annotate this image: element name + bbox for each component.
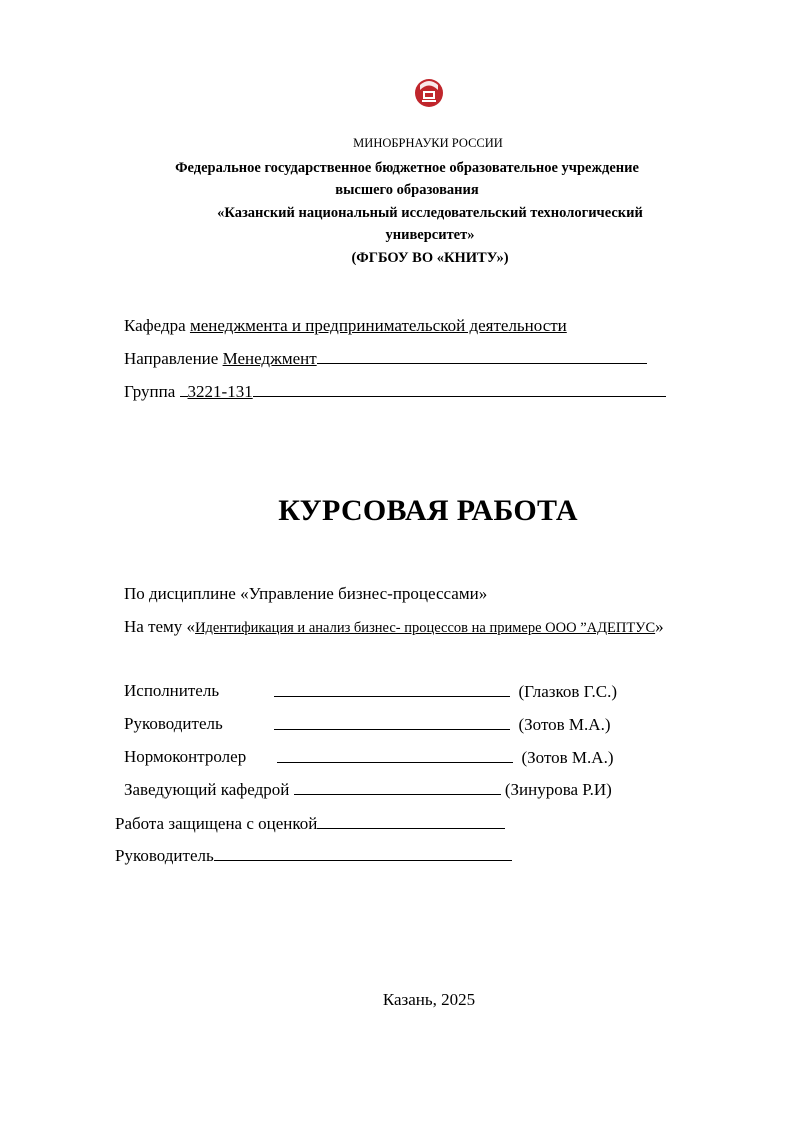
direction-row (124, 348, 647, 369)
topic-value: Идентификация и анализ бизнес- процессов на примере ООО ”АДЕПТУС (195, 620, 656, 636)
university-line-1: «Казанский национальный исследовательский технологический (217, 205, 643, 221)
direction-value: Менеджмент (222, 349, 317, 368)
university-line-2: университет» (385, 227, 475, 243)
signature-name: (Глазков Г.С.) (518, 682, 618, 701)
topic-close: » (655, 617, 664, 636)
university-abbreviation: (ФГБОУ ВО «КНИТУ») (351, 250, 509, 266)
direction-label: Направление (124, 349, 223, 368)
signature-line (294, 779, 501, 795)
signature-line-row (274, 681, 617, 702)
signature-line-row (274, 714, 611, 735)
signature-row (124, 714, 223, 734)
institution-line-2: высшего образования (335, 182, 479, 198)
signature-line (274, 714, 510, 730)
signature-name: (Зинурова Р.И) (504, 780, 612, 799)
supervisor-line (214, 845, 512, 861)
ministry-name: МИНОБРНАУКИ РОССИИ (353, 136, 503, 150)
signature-line (274, 681, 510, 697)
group-row (124, 381, 666, 402)
group-value: 3221-131 (187, 382, 253, 401)
signature-role: Руководитель (124, 714, 223, 733)
group-underline-lead (180, 381, 188, 397)
supervisor-label: Руководитель (115, 846, 214, 865)
direction-underline (317, 348, 647, 364)
document-title: КУРСОВАЯ РАБОТА (278, 494, 578, 527)
discipline-row: По дисциплине «Управление бизнес-процессами» (124, 584, 488, 603)
signature-role: Нормоконтролер (124, 747, 247, 766)
signature-role: Исполнитель (124, 681, 220, 700)
topic-row (124, 617, 664, 637)
department-row (124, 316, 567, 336)
signature-line-row (277, 747, 614, 768)
signature-name: (Зотов М.А.) (518, 715, 611, 734)
signature-row (124, 681, 219, 701)
signature-name: (Зотов М.А.) (521, 748, 614, 767)
institution-line-1: Федеральное государственное бюджетное образовательное учреждение (175, 160, 639, 176)
department-value: менеджмента и предпринимательской деятельности (189, 316, 567, 335)
university-emblem-icon (414, 78, 444, 108)
signature-line (277, 747, 513, 763)
topic-label: На тему « (124, 617, 196, 636)
supervisor-row (115, 845, 512, 866)
grade-label: Работа защищена с оценкой (115, 814, 318, 833)
group-underline (253, 381, 666, 397)
signature-row (124, 747, 246, 767)
department-label: Кафедра (124, 316, 190, 335)
city-year: Казань, 2025 (382, 990, 476, 1009)
grade-row (115, 813, 505, 834)
grade-line (317, 813, 505, 829)
group-label: Группа (124, 382, 180, 401)
signature-row (124, 779, 612, 800)
signature-role: Заведующий кафедрой (124, 780, 290, 799)
